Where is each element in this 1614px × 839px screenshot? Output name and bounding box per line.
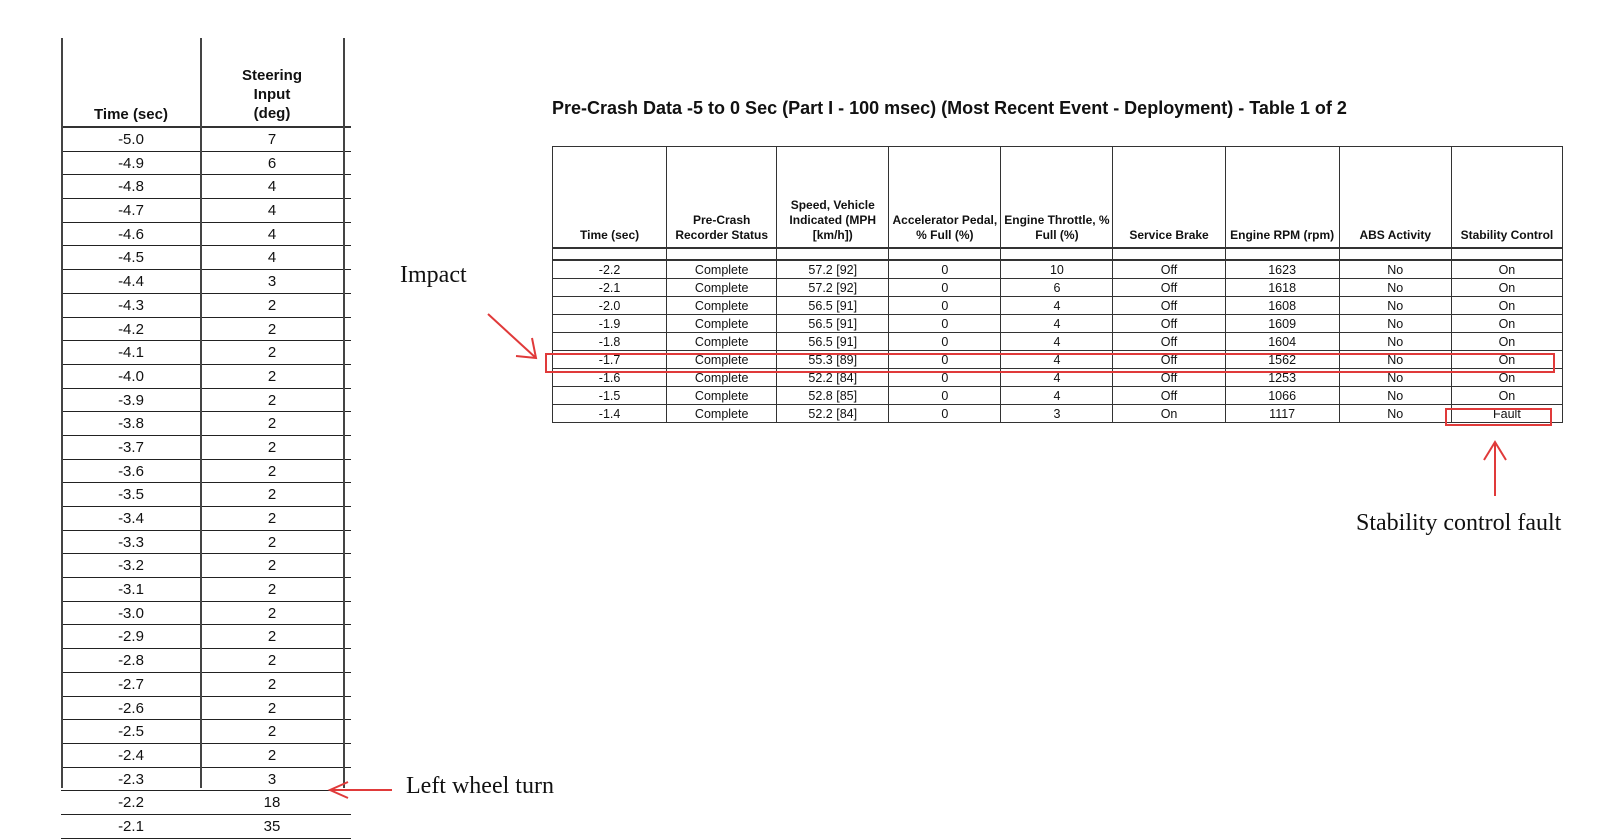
precrash-cell: 57.2 [92] xyxy=(777,279,889,297)
time-cell: -2.8 xyxy=(118,652,144,670)
steering-table-row xyxy=(61,365,351,389)
steering-cell: 6 xyxy=(267,154,277,172)
spacer-cell xyxy=(1001,248,1113,260)
time-cell: -4.4 xyxy=(118,273,144,291)
precrash-cell: -2.1 xyxy=(553,279,667,297)
precrash-cell: 1253 xyxy=(1225,369,1339,387)
steering-table-row xyxy=(61,649,351,673)
time-cell: -3.0 xyxy=(118,604,144,622)
time-cell: -4.5 xyxy=(118,249,144,267)
precrash-cell: Complete xyxy=(667,333,777,351)
precrash-cell: 0 xyxy=(889,279,1001,297)
steering-cell: 2 xyxy=(267,320,277,338)
precrash-cell: Off xyxy=(1113,297,1225,315)
spacer-cell xyxy=(553,248,667,260)
precrash-table-row xyxy=(553,405,1563,423)
time-cell: -4.0 xyxy=(118,367,144,385)
steering-table-row xyxy=(61,768,351,792)
spacer-cell xyxy=(667,248,777,260)
time-cell: -4.3 xyxy=(118,296,144,314)
time-cell: -4.1 xyxy=(118,344,144,362)
steering-table-row xyxy=(61,294,351,318)
left-turn-arrow-icon xyxy=(326,778,396,802)
time-cell: -2.3 xyxy=(118,770,144,788)
steering-table-row xyxy=(61,436,351,460)
steering-cell: 7 xyxy=(267,131,277,148)
precrash-cell: 4 xyxy=(1001,297,1113,315)
steering-table-row xyxy=(61,175,351,199)
steering-cell: 4 xyxy=(267,225,277,243)
precrash-column-header: Speed, Vehicle Indicated (MPH [km/h]) xyxy=(777,147,889,249)
steering-table-row xyxy=(61,531,351,555)
precrash-cell: 56.5 [91] xyxy=(777,315,889,333)
precrash-cell: 1623 xyxy=(1225,260,1339,279)
precrash-cell: -2.0 xyxy=(553,297,667,315)
steering-table-row xyxy=(61,744,351,768)
precrash-cell: Complete xyxy=(667,369,777,387)
steering-cell: 2 xyxy=(267,367,277,385)
precrash-cell: On xyxy=(1451,315,1562,333)
precrash-cell: 1609 xyxy=(1225,315,1339,333)
precrash-column-header: Time (sec) xyxy=(553,147,667,249)
precrash-cell: 1618 xyxy=(1225,279,1339,297)
time-cell: -4.2 xyxy=(118,320,144,338)
precrash-cell: Complete xyxy=(667,260,777,279)
precrash-cell: No xyxy=(1339,315,1451,333)
precrash-table-body xyxy=(553,248,1563,423)
steering-cell: 2 xyxy=(267,391,277,409)
steering-table-row xyxy=(61,389,351,413)
steering-cell: 2 xyxy=(267,723,277,741)
precrash-cell: 55.3 [89] xyxy=(777,351,889,369)
precrash-cell: Off xyxy=(1113,315,1225,333)
precrash-cell: -1.7 xyxy=(553,351,667,369)
steering-header-line: Input xyxy=(253,86,291,103)
time-cell: -3.5 xyxy=(118,486,144,504)
precrash-cell: Complete xyxy=(667,387,777,405)
precrash-column-header: Stability Control xyxy=(1451,147,1562,249)
precrash-cell: 52.2 [84] xyxy=(777,369,889,387)
steering-input-table xyxy=(61,38,351,839)
precrash-cell: No xyxy=(1339,405,1451,423)
precrash-cell: Complete xyxy=(667,351,777,369)
precrash-cell: -1.8 xyxy=(553,333,667,351)
steering-table-row xyxy=(61,341,351,365)
fault-arrow-icon xyxy=(1480,438,1510,498)
steering-cell: 2 xyxy=(267,628,277,646)
precrash-cell: 4 xyxy=(1001,315,1113,333)
steering-cell: 2 xyxy=(267,438,277,456)
precrash-cell: No xyxy=(1339,279,1451,297)
precrash-table-row xyxy=(553,387,1563,405)
time-cell: -2.5 xyxy=(118,723,144,741)
steering-table-row xyxy=(61,697,351,721)
precrash-cell: 0 xyxy=(889,315,1001,333)
time-cell: -2.6 xyxy=(118,699,144,717)
precrash-table-row xyxy=(553,279,1563,297)
precrash-cell: No xyxy=(1339,387,1451,405)
table-border-left xyxy=(61,38,63,788)
steering-cell: 2 xyxy=(267,344,277,362)
precrash-cell: 56.5 [91] xyxy=(777,297,889,315)
spacer-cell xyxy=(1339,248,1451,260)
precrash-cell: 0 xyxy=(889,260,1001,279)
precrash-cell: No xyxy=(1339,369,1451,387)
precrash-cell: No xyxy=(1339,297,1451,315)
time-cell: -3.4 xyxy=(118,510,144,527)
precrash-cell: On xyxy=(1451,297,1562,315)
precrash-cell: 4 xyxy=(1001,387,1113,405)
precrash-cell: Complete xyxy=(667,405,777,423)
time-cell: -5.0 xyxy=(118,131,144,148)
precrash-cell: 0 xyxy=(889,351,1001,369)
precrash-table-row xyxy=(553,260,1563,279)
time-cell: -2.1 xyxy=(118,817,144,835)
spacer-cell xyxy=(777,248,889,260)
precrash-cell: No xyxy=(1339,333,1451,351)
precrash-table-row xyxy=(553,315,1563,333)
steering-table-row xyxy=(61,791,351,815)
steering-cell: 2 xyxy=(267,699,277,717)
precrash-table-title: Pre-Crash Data -5 to 0 Sec (Part I - 100 msec) (Most Recent Event - Deployment) - Table 1 of 2 xyxy=(552,98,1347,118)
precrash-table-row xyxy=(553,297,1563,315)
precrash-spacer-row xyxy=(553,248,1563,260)
steering-table-row xyxy=(61,578,351,602)
time-cell: -4.8 xyxy=(118,178,144,196)
precrash-column-header: Accelerator Pedal, % Full (%) xyxy=(889,147,1001,249)
time-cell: -4.9 xyxy=(118,154,144,172)
precrash-cell: 1562 xyxy=(1225,351,1339,369)
precrash-cell: 0 xyxy=(889,333,1001,351)
precrash-cell: 0 xyxy=(889,297,1001,315)
steering-table-row xyxy=(61,554,351,578)
steering-header-line: (deg) xyxy=(253,105,291,122)
steering-cell: 4 xyxy=(267,202,277,220)
time-cell: -4.6 xyxy=(118,225,144,243)
steering-table-row xyxy=(61,199,351,223)
precrash-column-header: Pre-Crash Recorder Status xyxy=(667,147,777,249)
precrash-cell: Off xyxy=(1113,387,1225,405)
time-cell: -3.9 xyxy=(118,391,144,409)
steering-cell: 3 xyxy=(267,770,277,788)
precrash-column-header: Engine Throttle, % Full (%) xyxy=(1001,147,1113,249)
precrash-cell: 1117 xyxy=(1225,405,1339,423)
precrash-column-header: ABS Activity xyxy=(1339,147,1451,249)
table-column-divider xyxy=(200,38,202,788)
time-cell: -3.7 xyxy=(118,438,144,456)
precrash-cell: Off xyxy=(1113,369,1225,387)
steering-table-row xyxy=(61,318,351,342)
table-border-right xyxy=(343,38,345,788)
precrash-cell: On xyxy=(1451,260,1562,279)
stability-fault-annotation: Stability control fault xyxy=(1356,510,1562,536)
time-cell: -3.3 xyxy=(118,533,144,551)
precrash-header-row xyxy=(553,147,1563,249)
precrash-cell: On xyxy=(1451,333,1562,351)
steering-cell: 35 xyxy=(263,817,281,835)
spacer-cell xyxy=(1451,248,1562,260)
steering-table-row xyxy=(61,815,351,839)
time-cell: -2.2 xyxy=(118,794,144,812)
precrash-cell: On xyxy=(1113,405,1225,423)
precrash-cell: 1608 xyxy=(1225,297,1339,315)
steering-table-row xyxy=(61,128,351,152)
steering-cell: 2 xyxy=(267,533,277,551)
precrash-cell: On xyxy=(1451,387,1562,405)
precrash-cell: Complete xyxy=(667,315,777,333)
steering-table-row xyxy=(61,223,351,247)
steering-table-row xyxy=(61,246,351,270)
steering-table-body xyxy=(61,128,351,839)
steering-table-row xyxy=(61,483,351,507)
time-cell: -3.2 xyxy=(118,557,144,575)
precrash-data-table xyxy=(552,146,1563,423)
steering-column-header xyxy=(201,66,343,123)
time-cell: -3.6 xyxy=(118,462,144,480)
steering-cell: 2 xyxy=(267,652,277,670)
precrash-cell: No xyxy=(1339,260,1451,279)
precrash-cell: 56.5 [91] xyxy=(777,333,889,351)
precrash-cell: On xyxy=(1451,351,1562,369)
steering-cell: 2 xyxy=(267,486,277,504)
impact-arrow-icon xyxy=(486,310,542,366)
precrash-cell: Off xyxy=(1113,333,1225,351)
precrash-column-header: Service Brake xyxy=(1113,147,1225,249)
steering-table-row xyxy=(61,507,351,531)
fault-cell-highlight xyxy=(1445,408,1552,426)
steering-table-row xyxy=(61,673,351,697)
precrash-cell: 1066 xyxy=(1225,387,1339,405)
time-cell: -2.7 xyxy=(118,675,144,693)
precrash-cell: 6 xyxy=(1001,279,1113,297)
precrash-table-row xyxy=(553,333,1563,351)
steering-table-row xyxy=(61,720,351,744)
precrash-cell: 0 xyxy=(889,405,1001,423)
spacer-cell xyxy=(1225,248,1339,260)
precrash-cell: 52.2 [84] xyxy=(777,405,889,423)
precrash-cell: Off xyxy=(1113,279,1225,297)
precrash-cell: On xyxy=(1451,279,1562,297)
steering-table-row xyxy=(61,625,351,649)
steering-table-row xyxy=(61,270,351,294)
steering-table-row xyxy=(61,152,351,176)
precrash-cell: 4 xyxy=(1001,351,1113,369)
steering-cell: 2 xyxy=(267,462,277,480)
steering-cell: 2 xyxy=(267,604,277,622)
left-turn-annotation: Left wheel turn xyxy=(406,773,554,799)
steering-table-row xyxy=(61,412,351,436)
steering-cell: 2 xyxy=(267,557,277,575)
precrash-cell: Fault xyxy=(1451,405,1562,423)
precrash-cell: 10 xyxy=(1001,260,1113,279)
steering-cell: 2 xyxy=(267,581,277,599)
precrash-cell: -1.6 xyxy=(553,369,667,387)
precrash-cell: 52.8 [85] xyxy=(777,387,889,405)
steering-cell: 4 xyxy=(267,249,277,267)
precrash-cell: 4 xyxy=(1001,333,1113,351)
steering-table-header xyxy=(61,38,351,128)
precrash-cell: 1604 xyxy=(1225,333,1339,351)
steering-cell: 2 xyxy=(267,675,277,693)
precrash-cell: 0 xyxy=(889,369,1001,387)
time-cell: -2.4 xyxy=(118,746,144,764)
spacer-cell xyxy=(1113,248,1225,260)
precrash-cell: Off xyxy=(1113,351,1225,369)
precrash-cell: 0 xyxy=(889,387,1001,405)
precrash-cell: -1.4 xyxy=(553,405,667,423)
steering-table-row xyxy=(61,460,351,484)
precrash-cell: On xyxy=(1451,369,1562,387)
steering-cell: 3 xyxy=(267,273,277,291)
time-cell: -2.9 xyxy=(118,628,144,646)
time-cell: -3.8 xyxy=(118,415,144,433)
precrash-cell: -1.5 xyxy=(553,387,667,405)
precrash-cell: Complete xyxy=(667,297,777,315)
impact-row-highlight xyxy=(545,353,1555,373)
steering-cell: 2 xyxy=(267,510,277,527)
precrash-cell: -1.9 xyxy=(553,315,667,333)
precrash-cell: No xyxy=(1339,351,1451,369)
steering-cell: 2 xyxy=(267,746,277,764)
time-cell: -4.7 xyxy=(118,202,144,220)
precrash-cell: 4 xyxy=(1001,369,1113,387)
steering-cell: 2 xyxy=(267,296,277,314)
precrash-cell: 57.2 [92] xyxy=(777,260,889,279)
precrash-cell: Off xyxy=(1113,260,1225,279)
precrash-cell: Complete xyxy=(667,279,777,297)
spacer-cell xyxy=(889,248,1001,260)
steering-header-line: Steering xyxy=(241,67,302,84)
precrash-column-header: Engine RPM (rpm) xyxy=(1225,147,1339,249)
steering-cell: 4 xyxy=(267,178,277,196)
steering-cell: 18 xyxy=(263,794,281,812)
precrash-cell: 3 xyxy=(1001,405,1113,423)
time-column-header: Time (sec) xyxy=(94,106,168,123)
precrash-cell: -2.2 xyxy=(553,260,667,279)
steering-cell: 2 xyxy=(267,415,277,433)
impact-annotation: Impact xyxy=(400,262,467,288)
time-cell: -3.1 xyxy=(118,581,144,599)
steering-table-row xyxy=(61,602,351,626)
